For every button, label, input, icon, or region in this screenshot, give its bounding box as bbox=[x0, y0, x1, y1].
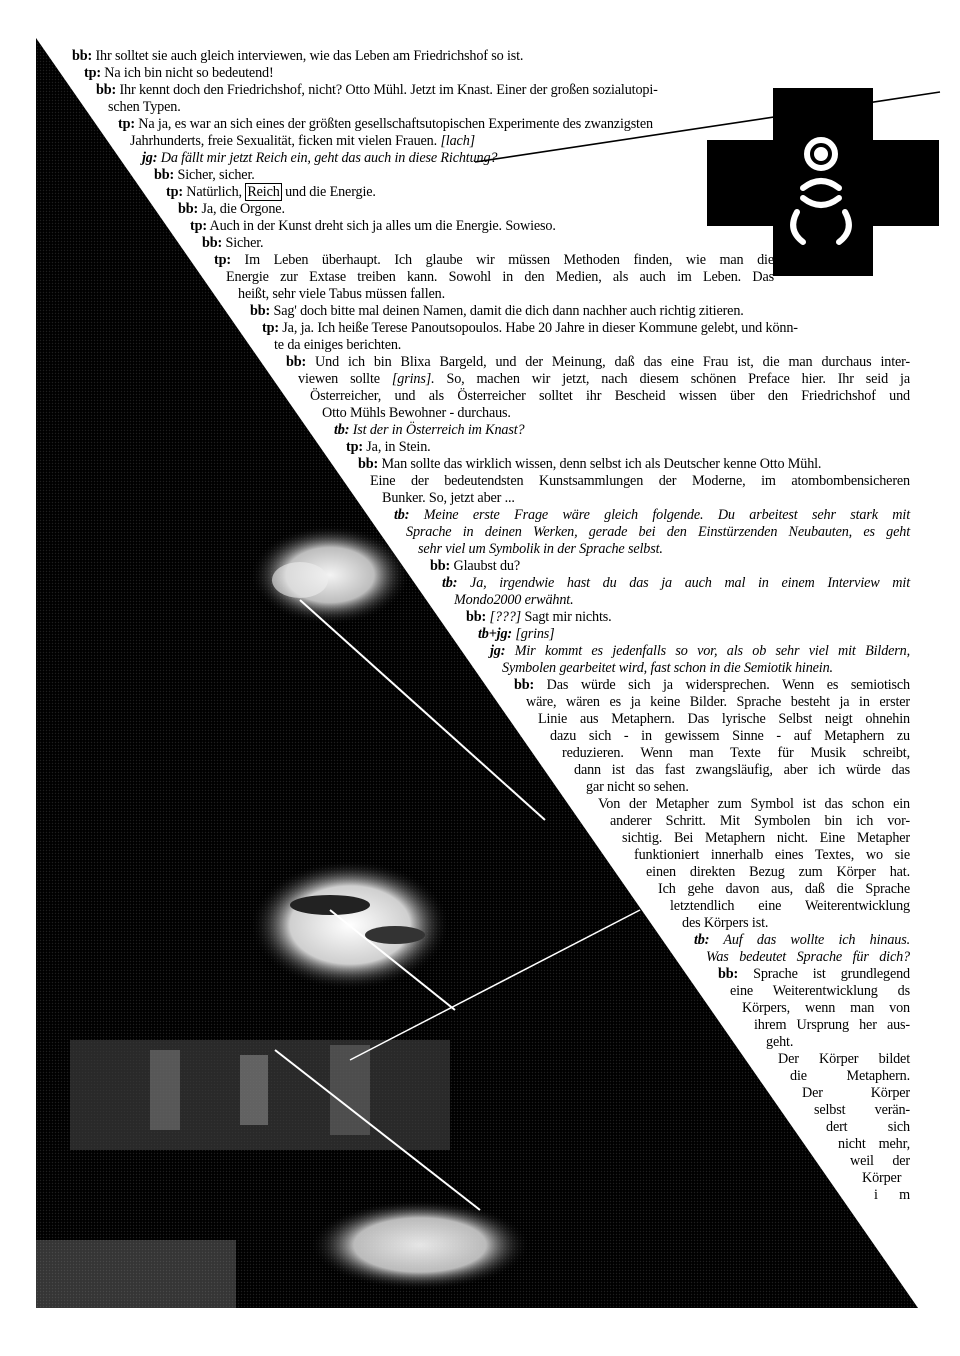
utterance: und die Energie. bbox=[285, 184, 376, 200]
line-16 bbox=[250, 303, 744, 319]
utterance: Auf das wollte ich hinaus. bbox=[723, 932, 910, 948]
line-21 bbox=[310, 388, 910, 404]
speaker: tp: bbox=[346, 439, 363, 455]
aside: [???] bbox=[489, 609, 522, 625]
line-17 bbox=[262, 320, 798, 336]
line-40 bbox=[538, 711, 910, 727]
line-63 bbox=[814, 1102, 910, 1118]
utterance: Symbolen gearbeitet wird, fast schon in die Semiotik hinein. bbox=[502, 660, 833, 676]
line-26 bbox=[370, 473, 910, 489]
utterance: Sicher, sicher. bbox=[177, 167, 255, 183]
utterance: einen direkten Bezug zum Körper hat. bbox=[646, 864, 910, 880]
face-lower bbox=[310, 1200, 530, 1290]
utterance: selbst verän- bbox=[814, 1102, 910, 1118]
speaker: tp: bbox=[214, 252, 231, 268]
utterance: die Metaphern. bbox=[790, 1068, 910, 1084]
utterance: des Körpers ist. bbox=[682, 915, 769, 931]
speaker: tb: bbox=[442, 575, 458, 591]
speaker: bb: bbox=[250, 303, 271, 319]
line-36 bbox=[490, 643, 910, 659]
line-53 bbox=[694, 932, 910, 948]
utterance: Natürlich, bbox=[186, 184, 242, 200]
line-44 bbox=[586, 779, 689, 795]
utterance: eine Weiterentwicklung ds bbox=[730, 983, 910, 999]
aside: [grins]. bbox=[391, 371, 435, 387]
utterance: Mir kommt es jedenfalls so vor, als ob sehr viel mit Bildern, bbox=[514, 643, 911, 659]
line-18 bbox=[274, 337, 401, 353]
line-48 bbox=[634, 847, 910, 863]
utterance: Sprache in deinen Werken, gerade bei den Einstürzenden Neubauten, es geht bbox=[406, 524, 910, 540]
utterance: Und ich bin Blixa Bargeld, und der Meinung, daß das eine Frau ist, die man durchaus inter- bbox=[315, 354, 910, 370]
speaker: tp: bbox=[84, 65, 101, 81]
speaker: tb: bbox=[694, 932, 710, 948]
line-32 bbox=[442, 575, 910, 591]
utterance: Sagt mir nichts. bbox=[524, 609, 612, 625]
utterance: So, machen wir jetzt, nach diesem schönen Preface hier. Ihr seid ja bbox=[446, 371, 910, 387]
utterance: Das würde sich ja widersprechen. Wenn es semiotisch bbox=[546, 677, 910, 693]
speaker: bb: bbox=[178, 201, 199, 217]
line-23 bbox=[334, 422, 524, 438]
utterance: Was bedeutet Sprache für dich? bbox=[706, 949, 910, 965]
line-52 bbox=[682, 915, 768, 931]
line-35 bbox=[478, 626, 555, 642]
speaker: bb: bbox=[430, 558, 451, 574]
utterance: Der Körper bbox=[802, 1085, 910, 1101]
utterance: Ich gehe davon aus, daß die Sprache bbox=[658, 881, 910, 897]
line-51 bbox=[670, 898, 910, 914]
utterance: Na ich bin nicht so bedeutend! bbox=[104, 65, 274, 81]
line-25 bbox=[358, 456, 821, 472]
line-15 bbox=[238, 286, 445, 302]
line-5 bbox=[118, 116, 653, 132]
line-58 bbox=[754, 1017, 910, 1033]
line-38 bbox=[514, 677, 910, 693]
utterance: Na ja, es war an sich eines der größten gesellschaftsutopischen Experimente des zwanzigsten bbox=[138, 116, 653, 132]
line-13 bbox=[214, 252, 774, 268]
line-7 bbox=[142, 150, 497, 166]
line-30 bbox=[418, 541, 663, 557]
utterance: dert sich bbox=[826, 1119, 910, 1135]
line-57 bbox=[742, 1000, 910, 1016]
line-60 bbox=[778, 1051, 910, 1067]
utterance: Meine erste Frage wäre gleich folgende. Du arbeitest sehr stark mit bbox=[423, 507, 910, 523]
line-6 bbox=[130, 133, 475, 149]
utterance: Der Körper bildet bbox=[778, 1051, 910, 1067]
utterance: Man sollte das wirklich wissen, denn selbst ich als Deutscher kenne Otto Mühl. bbox=[381, 456, 822, 472]
utterance: Im Leben überhaupt. Ich glaube wir müssen Methoden finden, wie man die bbox=[244, 252, 774, 268]
utterance: Ihr kennt doch den Friedrichshof, nicht? Otto Mühl. Jetzt im Knast. Einer der großen sozialutopi- bbox=[119, 82, 658, 98]
utterance: geht. bbox=[766, 1034, 794, 1050]
line-47 bbox=[622, 830, 910, 846]
utterance: weil der bbox=[850, 1153, 910, 1169]
utterance: Linie aus Metaphern. Das lyrische Selbst neigt ohnehin bbox=[538, 711, 910, 727]
utterance: letztendlich eine Weiterentwicklung bbox=[670, 898, 910, 914]
line-9 bbox=[166, 184, 376, 200]
utterance: heißt, sehr viele Tabus müssen fallen. bbox=[238, 286, 445, 302]
line-68 bbox=[874, 1187, 910, 1203]
line-46 bbox=[610, 813, 910, 829]
line-34 bbox=[466, 609, 612, 625]
utterance: Jahrhunderts, freie Sexualität, ficken mit vielen Frauen. bbox=[130, 133, 438, 149]
line-66 bbox=[850, 1153, 910, 1169]
speaker: tp: bbox=[118, 116, 135, 132]
line-64 bbox=[826, 1119, 910, 1135]
utterance: dazu sich - in gewissem Sinne - auf Metaphern zu bbox=[550, 728, 910, 744]
line-50 bbox=[658, 881, 910, 897]
line-42 bbox=[562, 745, 910, 761]
line-45 bbox=[598, 796, 910, 812]
speaker: tb: bbox=[394, 507, 410, 523]
speaker: jg: bbox=[142, 150, 158, 166]
line-37 bbox=[502, 660, 833, 676]
line-61 bbox=[790, 1068, 910, 1084]
utterance: Sprache ist grundlegend bbox=[753, 966, 910, 982]
utterance: ihrem Ursprung her aus- bbox=[754, 1017, 910, 1033]
utterance: Körper bbox=[862, 1170, 902, 1186]
utterance: Ja, irgendwie hast du das ja auch mal in einem Interview mit bbox=[470, 575, 910, 591]
utterance: schen Typen. bbox=[108, 99, 181, 115]
utterance: te da einiges berichten. bbox=[274, 337, 402, 353]
utterance: dann ist das fast zwangsläufig, aber ich würde das bbox=[574, 762, 910, 778]
utterance: Bunker. So, jetzt aber ... bbox=[382, 490, 515, 506]
einstuerzende-neubauten-logo bbox=[707, 88, 939, 276]
speaker: bb: bbox=[96, 82, 117, 98]
line-29 bbox=[406, 524, 910, 540]
utterance: Glaubst du? bbox=[453, 558, 520, 574]
speaker: bb: bbox=[358, 456, 379, 472]
line-39 bbox=[526, 694, 910, 710]
line-27 bbox=[382, 490, 515, 506]
utterance: Auch in der Kunst dreht sich ja alles um die Energie. Sowieso. bbox=[209, 218, 556, 234]
utterance: Ist der in Österreich im Knast? bbox=[352, 422, 525, 438]
line-49 bbox=[646, 864, 910, 880]
speaker: tb+jg: bbox=[478, 626, 512, 642]
utterance: viewen sollte bbox=[298, 371, 380, 387]
utterance: Sag' doch bitte mal deinen Namen, damit die dich dann nachher auch richtig zitieren. bbox=[273, 303, 744, 319]
speaker: bb: bbox=[72, 48, 93, 64]
utterance: Eine der bedeutendsten Kunstsammlungen der Moderne, im atombombensicheren bbox=[370, 473, 910, 489]
utterance: Mondo2000 erwähnt. bbox=[454, 592, 574, 608]
line-33 bbox=[454, 592, 573, 608]
utterance: Ja, ja. Ich heiße Terese Panoutsopoulos. Habe 20 Jahre in dieser Kommune gelebt, und könn- bbox=[282, 320, 798, 336]
speaker: bb: bbox=[514, 677, 535, 693]
line-54 bbox=[706, 949, 910, 965]
line-62 bbox=[802, 1085, 910, 1101]
utterance: Österreicher, und als Österreicher solltet ihr Bescheid wissen über den Friedrichshof und bbox=[310, 388, 910, 404]
line-1 bbox=[72, 48, 523, 64]
utterance: [grins] bbox=[515, 626, 555, 642]
speaker: tp: bbox=[190, 218, 207, 234]
speaker: bb: bbox=[154, 167, 175, 183]
utterance: Ja, die Orgone. bbox=[201, 201, 285, 217]
speaker: bb: bbox=[286, 354, 307, 370]
utterance: i m bbox=[874, 1187, 910, 1203]
utterance: sichtig. Bei Metaphern nicht. Eine Metapher bbox=[622, 830, 910, 846]
utterance: nicht mehr, bbox=[838, 1136, 910, 1152]
line-55 bbox=[718, 966, 910, 982]
utterance: Sicher. bbox=[225, 235, 264, 251]
aside: [lach] bbox=[440, 133, 476, 149]
speaker: tp: bbox=[166, 184, 183, 200]
line-24 bbox=[346, 439, 431, 455]
line-31 bbox=[430, 558, 520, 574]
line-59 bbox=[766, 1034, 793, 1050]
line-28 bbox=[394, 507, 910, 523]
utterance: Da fällt mir jetzt Reich ein, geht das auch in diese Richtung? bbox=[160, 150, 498, 166]
utterance: funktioniert innerhalb eines Textes, wo sie bbox=[634, 847, 910, 863]
speaker: bb: bbox=[466, 609, 487, 625]
speaker: bb: bbox=[718, 966, 739, 982]
speaker: bb: bbox=[202, 235, 223, 251]
utterance: gar nicht so sehen. bbox=[586, 779, 689, 795]
utterance: Ja, in Stein. bbox=[366, 439, 431, 455]
line-4 bbox=[108, 99, 181, 115]
line-56 bbox=[730, 983, 910, 999]
line-41 bbox=[550, 728, 910, 744]
line-65 bbox=[838, 1136, 910, 1152]
line-20 bbox=[298, 371, 910, 387]
speaker: tp: bbox=[262, 320, 279, 336]
utterance: anderer Schritt. Mit Symbolen bin ich vor- bbox=[610, 813, 910, 829]
line-10 bbox=[178, 201, 285, 217]
speaker: jg: bbox=[490, 643, 506, 659]
utterance: wäre, wären es ja keine Bilder. Sprache besteht ja in erster bbox=[526, 694, 910, 710]
utterance: Von der Metapher zum Symbol ist das schon ein bbox=[598, 796, 910, 812]
utterance: reduzieren. Wenn man Texte für Musik schreibt, bbox=[562, 745, 910, 761]
utterance: Energie zur Extase treiben kann. Sowohl in den Medien, als auch im Leben. Das bbox=[226, 269, 774, 285]
line-8 bbox=[154, 167, 255, 183]
line-3 bbox=[96, 82, 658, 98]
line-12 bbox=[202, 235, 263, 251]
line-11 bbox=[190, 218, 556, 234]
line-43 bbox=[574, 762, 910, 778]
speaker: tb: bbox=[334, 422, 350, 438]
line-2 bbox=[84, 65, 274, 81]
utterance: Otto Mühls Bewohner - durchaus. bbox=[322, 405, 511, 421]
utterance: sehr viel um Symbolik in der Sprache selbst. bbox=[418, 541, 663, 557]
utterance: Körpers, wenn man von bbox=[742, 1000, 910, 1016]
line-22 bbox=[322, 405, 511, 421]
line-14 bbox=[226, 269, 774, 285]
utterance: Ihr solltet sie auch gleich interviewen, wie das Leben am Friedrichshof so ist. bbox=[95, 48, 524, 64]
line-67 bbox=[862, 1170, 910, 1186]
line-19 bbox=[286, 354, 910, 370]
reich-box: Reich bbox=[247, 184, 280, 200]
